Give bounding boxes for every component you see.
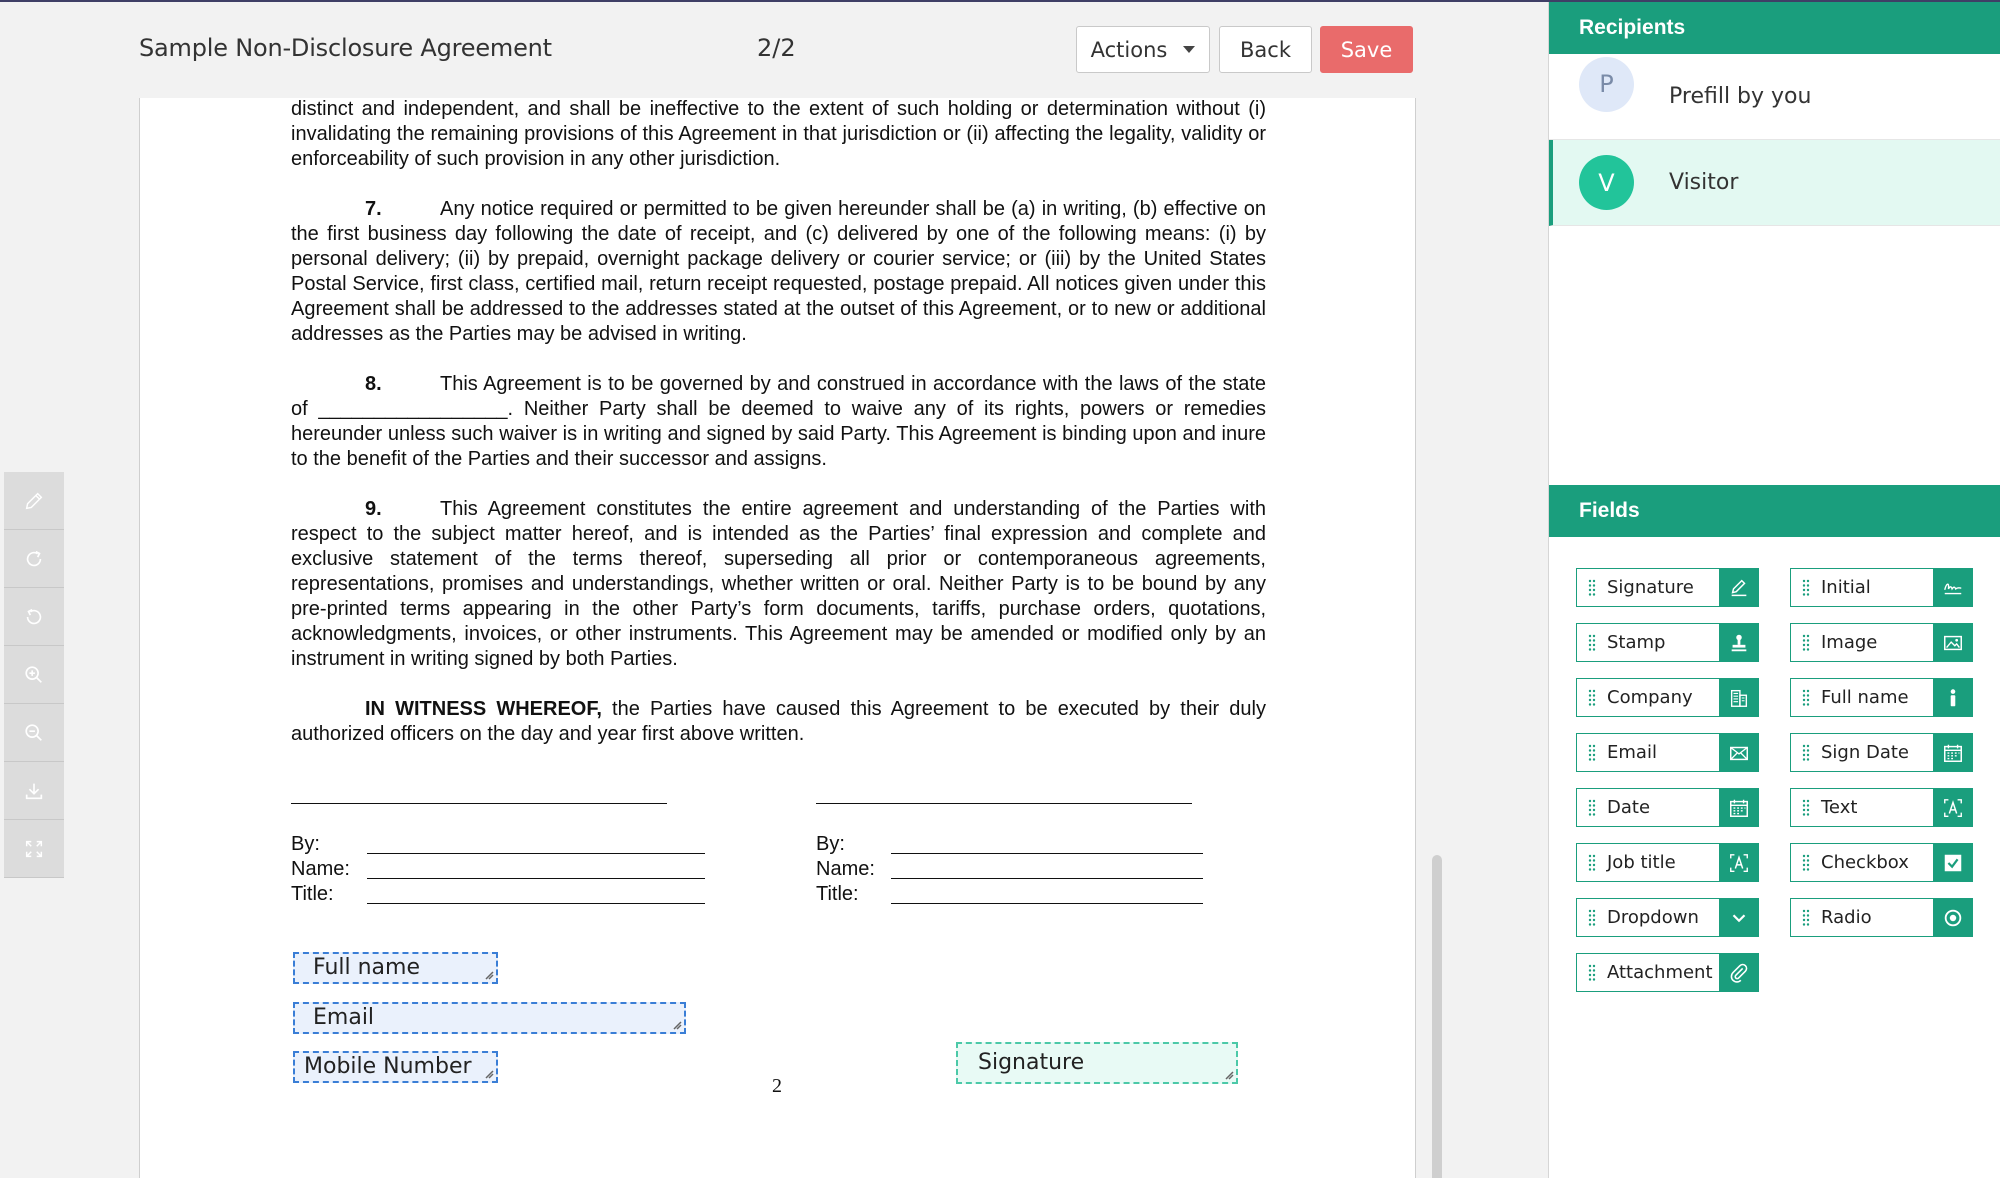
field-dropdown[interactable] [1576,898,1759,937]
paragraph-9-number: 9. [365,498,382,520]
field-label: Dropdown [1607,907,1699,928]
drag-handle-icon [1577,909,1607,927]
actions-button[interactable] [1076,26,1210,73]
drag-handle-icon [1791,744,1821,762]
field-attachment[interactable] [1576,953,1759,992]
building-icon [1719,679,1758,716]
placed-field-email-label: Email [313,1005,375,1030]
text-box-icon [1933,789,1972,826]
avatar: V [1579,155,1634,210]
field-label: Initial [1821,577,1871,598]
field-full-name[interactable] [1790,678,1973,717]
field-email[interactable] [1576,733,1759,772]
placed-field-mobile-label: Mobile Number [304,1054,472,1079]
signature-line-left [291,803,667,804]
pen-icon [1719,569,1758,606]
drag-handle-icon [1577,854,1607,872]
paragraph-7-number: 7. [365,198,382,220]
tool-strip [4,472,64,878]
caret-down-icon [1183,46,1195,53]
zoom-in-button[interactable] [4,646,64,704]
rotate-counterclockwise-button[interactable] [4,588,64,646]
name-line-right [891,878,1203,879]
witness-paragraph [291,697,1266,747]
paragraph-8-number: 8. [365,373,382,395]
field-label: Attachment [1607,962,1713,983]
name-label-left: Name: [291,858,350,880]
signature-line-right [816,803,1192,804]
paragraph-7 [291,197,1266,347]
right-panel [1548,2,2000,1178]
name-label-right: Name: [816,858,875,880]
by-label-right: By: [816,833,845,855]
page-number: 2 [772,1075,782,1097]
title-label-left: Title: [291,883,334,905]
zoom-out-button[interactable] [4,704,64,762]
paperclip-icon [1719,954,1758,991]
placed-field-signature[interactable] [956,1042,1238,1084]
drag-handle-icon [1791,909,1821,927]
document-page [139,98,1416,1178]
paragraph-6-tail: distinct and independent, and shall be ineffective to the extent of such holding or determination without (i) invalidating the remaining provisions of this Agreement in that jurisdiction or (ii) affecting the legality, validity or enforceability of such provision in any other jurisdiction. [291,98,1266,170]
rotate-cw-icon [23,548,45,570]
field-label: Checkbox [1821,852,1909,873]
back-button[interactable]: Back [1219,26,1312,73]
recipient-name: Visitor [1669,170,1739,195]
placed-field-full-name-label: Full name [313,955,421,980]
actions-label: Actions [1090,37,1168,62]
rotate-clockwise-button[interactable] [4,530,64,588]
download-icon [23,780,45,802]
document-viewer [0,98,1545,1178]
field-label: Full name [1821,687,1909,708]
field-initial[interactable] [1790,568,1973,607]
calendar-icon [1719,789,1758,826]
drag-handle-icon [1791,579,1821,597]
recipient-visitor[interactable] [1549,140,2000,226]
rotate-ccw-icon [23,606,45,628]
calendar-icon [1933,734,1972,771]
drag-handle-icon [1577,964,1607,982]
witness-text: the Parties have caused this Agreement to be executed by their duly authorized officers on the day and year first above written. [291,698,1266,745]
field-label: Image [1821,632,1878,653]
field-label: Email [1607,742,1657,763]
by-label-left: By: [291,833,320,855]
title-label-right: Title: [816,883,859,905]
title-line-left [367,903,705,904]
field-label: Sign Date [1821,742,1910,763]
stamp-icon [1719,624,1758,661]
fullscreen-button[interactable] [4,820,64,878]
radio-icon [1933,899,1972,936]
resize-grip-icon[interactable] [484,970,494,980]
person-icon [1933,679,1972,716]
initial-scribble-icon [1933,569,1972,606]
drag-handle-icon [1577,799,1607,817]
field-checkbox[interactable] [1790,843,1973,882]
title-line-right [891,903,1203,904]
field-label: Text [1821,797,1858,818]
field-label: Company [1607,687,1693,708]
drag-handle-icon [1577,579,1607,597]
resize-grip-icon[interactable] [484,1069,494,1079]
recipient-name: Prefill by you [1669,84,1812,109]
text-box-icon [1719,844,1758,881]
field-text[interactable] [1790,788,1973,827]
pencil-icon [23,490,45,512]
field-job-title[interactable] [1576,843,1759,882]
expand-icon [23,838,45,860]
save-button[interactable]: Save [1320,26,1413,73]
field-label: Stamp [1607,632,1666,653]
by-line-right [891,853,1203,854]
resize-grip-icon[interactable] [672,1020,682,1030]
field-stamp[interactable] [1576,623,1759,662]
drag-handle-icon [1791,634,1821,652]
paragraph-8 [291,372,1266,472]
field-radio[interactable] [1790,898,1973,937]
fields-section [1549,485,2000,537]
document-body [291,98,1266,772]
recipient-prefill[interactable] [1549,54,2000,140]
paragraph-8-text: This Agreement is to be governed by and construed in accordance with the laws of the state of _________________. Neither Party shall be deemed to waive any of its rights, powers or remedies hereunder unless such waiver is in writing and signed by said Party. This Agreement is binding upon and inure to the benefit of the Parties and their successor and assigns. [291,373,1266,470]
drag-handle-icon [1577,744,1607,762]
page-indicator: 2/2 [757,34,796,62]
recipients-heading: Recipients [1549,2,2000,54]
zoom-in-icon [23,664,45,686]
download-button[interactable] [4,762,64,820]
edit-tool-button[interactable] [4,472,64,530]
field-date[interactable] [1576,788,1759,827]
drag-handle-icon [1577,634,1607,652]
resize-grip-icon[interactable] [1224,1070,1234,1080]
vertical-scrollbar[interactable] [1432,855,1442,1178]
document-title: Sample Non-Disclosure Agreement [139,34,552,62]
drag-handle-icon [1791,799,1821,817]
placed-field-full-name[interactable] [293,952,498,984]
paragraph-7-text: Any notice required or permitted to be given hereunder shall be (a) in writing, (b) effective on the first business day following the date of receipt, and (c) delivered by one of the following means: (i) by personal delivery; (ii) by prepaid, overnight package delivery or courier service; or (iii) by the United States Postal Service, first class, certified mail, return receipt requested, postage prepaid. All notices given under this Agreement shall be addressed to the addresses stated at the outset of this Agreement, or to new or additional addresses as the Parties may be advised in writing. [291,198,1266,345]
field-company[interactable] [1576,678,1759,717]
drag-handle-icon [1791,689,1821,707]
by-line-left [367,853,705,854]
envelope-icon [1719,734,1758,771]
drag-handle-icon [1577,689,1607,707]
paragraph-9-text: This Agreement constitutes the entire agreement and understanding of the Parties with respect to the subject matter hereof, and is intended as the Parties’ final expression and complete and exclusive statement of the terms thereof, superseding all prior or contemporaneous agreements, representations, promises and understandings, whether written or oral. Neither Party is to be bound by any pre-printed terms appearing in the other Party’s form documents, tariffs, purchase orders, quotations, acknowledgments, invoices, or other instruments. This Agreement may be amended or modified only by an instrument in writing signed by both Parties. [291,498,1266,670]
paragraph-9 [291,497,1266,672]
avatar: P [1579,57,1634,112]
fields-heading: Fields [1549,485,2000,537]
field-image[interactable] [1790,623,1973,662]
field-label: Radio [1821,907,1872,928]
name-line-left [367,878,705,879]
placed-field-signature-label: Signature [978,1050,1085,1075]
placed-field-email[interactable] [293,1002,686,1034]
witness-heading: IN WITNESS WHEREOF, [365,698,602,720]
top-bar [0,2,1545,98]
field-sign-date[interactable] [1790,733,1973,772]
image-icon [1933,624,1972,661]
field-label: Job title [1607,852,1676,873]
field-signature[interactable] [1576,568,1759,607]
field-label: Signature [1607,577,1694,598]
checkbox-icon [1933,844,1972,881]
field-label: Date [1607,797,1651,818]
placed-field-mobile-number[interactable] [293,1051,498,1083]
zoom-out-icon [23,722,45,744]
drag-handle-icon [1791,854,1821,872]
chevron-down-icon [1719,899,1758,936]
